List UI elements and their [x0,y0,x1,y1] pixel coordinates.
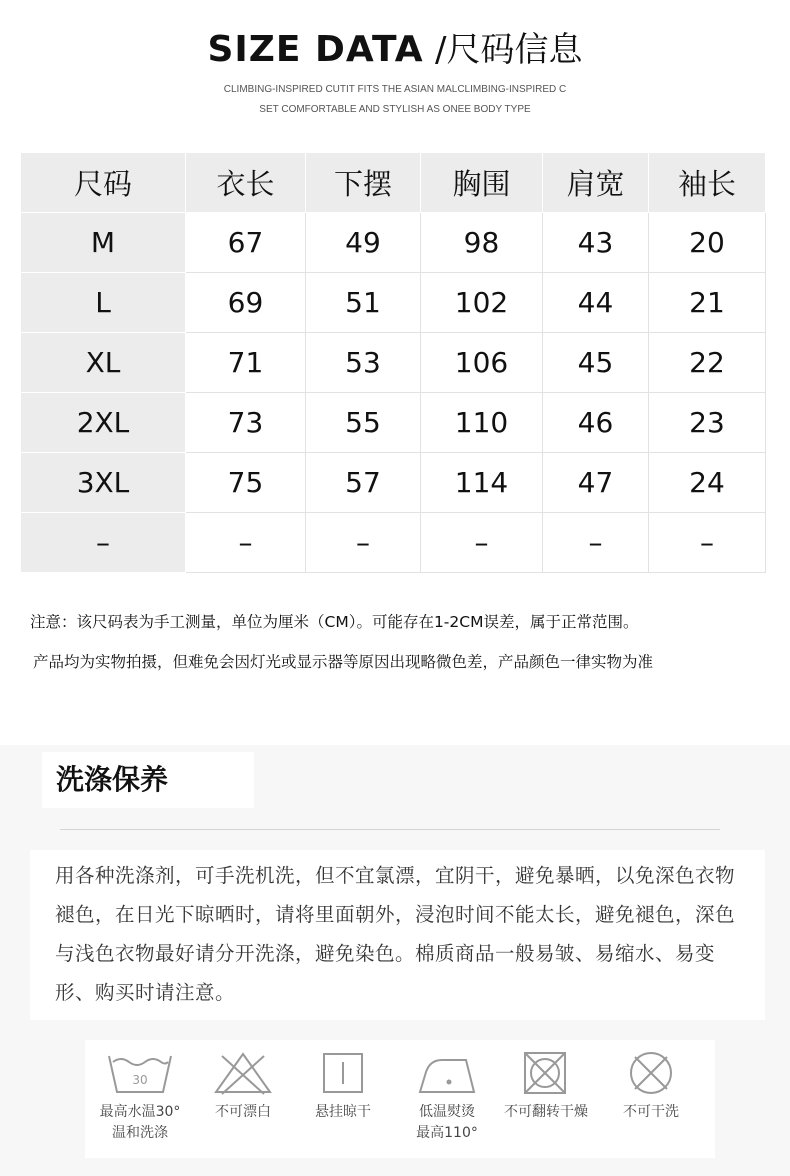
table-cell: 24 [649,453,766,513]
header-shoulder: 肩宽 [543,153,649,213]
table-cell: 49 [306,213,421,273]
size-table [20,152,766,573]
subtitle-line-1: CLIMBING-INSPIRED CUTIT FITS THE ASIAN MALCLIMBING-INSPIRED C [223,84,567,95]
table-cell: – [421,513,543,573]
care-icon-item [85,1050,195,1144]
care-icon-item [392,1050,502,1144]
size-cell: – [21,513,186,573]
header-length: 衣长 [186,153,306,213]
header-sleeve: 袖长 [649,153,766,213]
table-cell: 69 [186,273,306,333]
table-cell: 45 [543,333,649,393]
table-cell: 46 [543,393,649,453]
table-row [21,273,766,333]
table-cell: 102 [421,273,543,333]
table-cell: 75 [186,453,306,513]
care-icon-item [188,1050,298,1123]
low-iron-icon [412,1050,482,1096]
table-cell: 20 [649,213,766,273]
size-cell: M [21,213,186,273]
header-size: 尺码 [21,153,186,213]
icon-label: 悬挂晾干 [315,1104,371,1120]
table-row [21,213,766,273]
icon-label: 低温熨烫 最高110° [416,1104,478,1141]
icon-label: 最高水温30° 温和洗涤 [99,1104,181,1141]
icon-label: 不可翻转干燥 [504,1104,588,1120]
svg-text:30: 30 [132,1073,148,1087]
table-cell: 67 [186,213,306,273]
table-cell: – [306,513,421,573]
table-cell: 71 [186,333,306,393]
table-cell: 106 [421,333,543,393]
table-cell: 43 [543,213,649,273]
table-cell: 73 [186,393,306,453]
table-cell: 21 [649,273,766,333]
icon-label: 不可干洗 [623,1104,679,1120]
table-cell: 22 [649,333,766,393]
size-cell: L [21,273,186,333]
care-icon-item [288,1050,398,1123]
table-cell: 51 [306,273,421,333]
header-hem: 下摆 [306,153,421,213]
table-cell: – [543,513,649,573]
page-title [0,28,790,72]
no-dry-clean-icon [616,1050,686,1096]
header-chest: 胸围 [421,153,543,213]
care-icon-item [491,1050,601,1123]
table-cell: 47 [543,453,649,513]
size-cell: 3XL [21,453,186,513]
divider [60,829,720,830]
care-title: 洗涤保养 [42,752,254,808]
table-cell: – [186,513,306,573]
table-row [21,513,766,573]
wash-30-icon [105,1050,175,1096]
color-note: 产品均为实物拍摄，但难免会因灯光或显示器等原因出现略微色差，产品颜色一律实物为准 [33,653,654,671]
title-english: SIZE DATA [207,29,424,70]
care-icon-item [596,1050,706,1123]
icon-label: 不可漂白 [215,1104,271,1120]
table-cell: 44 [543,273,649,333]
care-instructions: 用各种洗涤剂，可手洗机洗，但不宜氯漂，宜阴干，避免暴晒，以免深色衣物褪色，在日光下晾晒时，请将里面朝外，浸泡时间不能太长，避免褪色，深色与浅色衣物最好请分开洗涤，避免染色。棉质商品一般易皱、易缩水、易变形、购买时请注意。 [55,864,736,1004]
table-cell: 110 [421,393,543,453]
table-cell: 114 [421,453,543,513]
table-cell: – [649,513,766,573]
table-row [21,333,766,393]
title-chinese: /尺码信息 [435,30,583,70]
subtitle-line-2: SET COMFORTABLE AND STYLISH AS ONEE BODY TYPE [259,104,531,115]
table-cell: 55 [306,393,421,453]
no-tumble-dry-icon [511,1050,581,1096]
size-cell: 2XL [21,393,186,453]
size-table-header-row [21,153,766,213]
table-cell: 98 [421,213,543,273]
table-cell: 57 [306,453,421,513]
hang-dry-icon [308,1050,378,1096]
size-cell: XL [21,333,186,393]
table-row [21,393,766,453]
table-row [21,453,766,513]
no-bleach-icon [208,1050,278,1096]
measurement-note: 注意：该尺码表为手工测量，单位为厘米（CM）。可能存在1-2CM误差，属于正常范围。 [30,613,639,631]
table-cell: 53 [306,333,421,393]
table-cell: 23 [649,393,766,453]
